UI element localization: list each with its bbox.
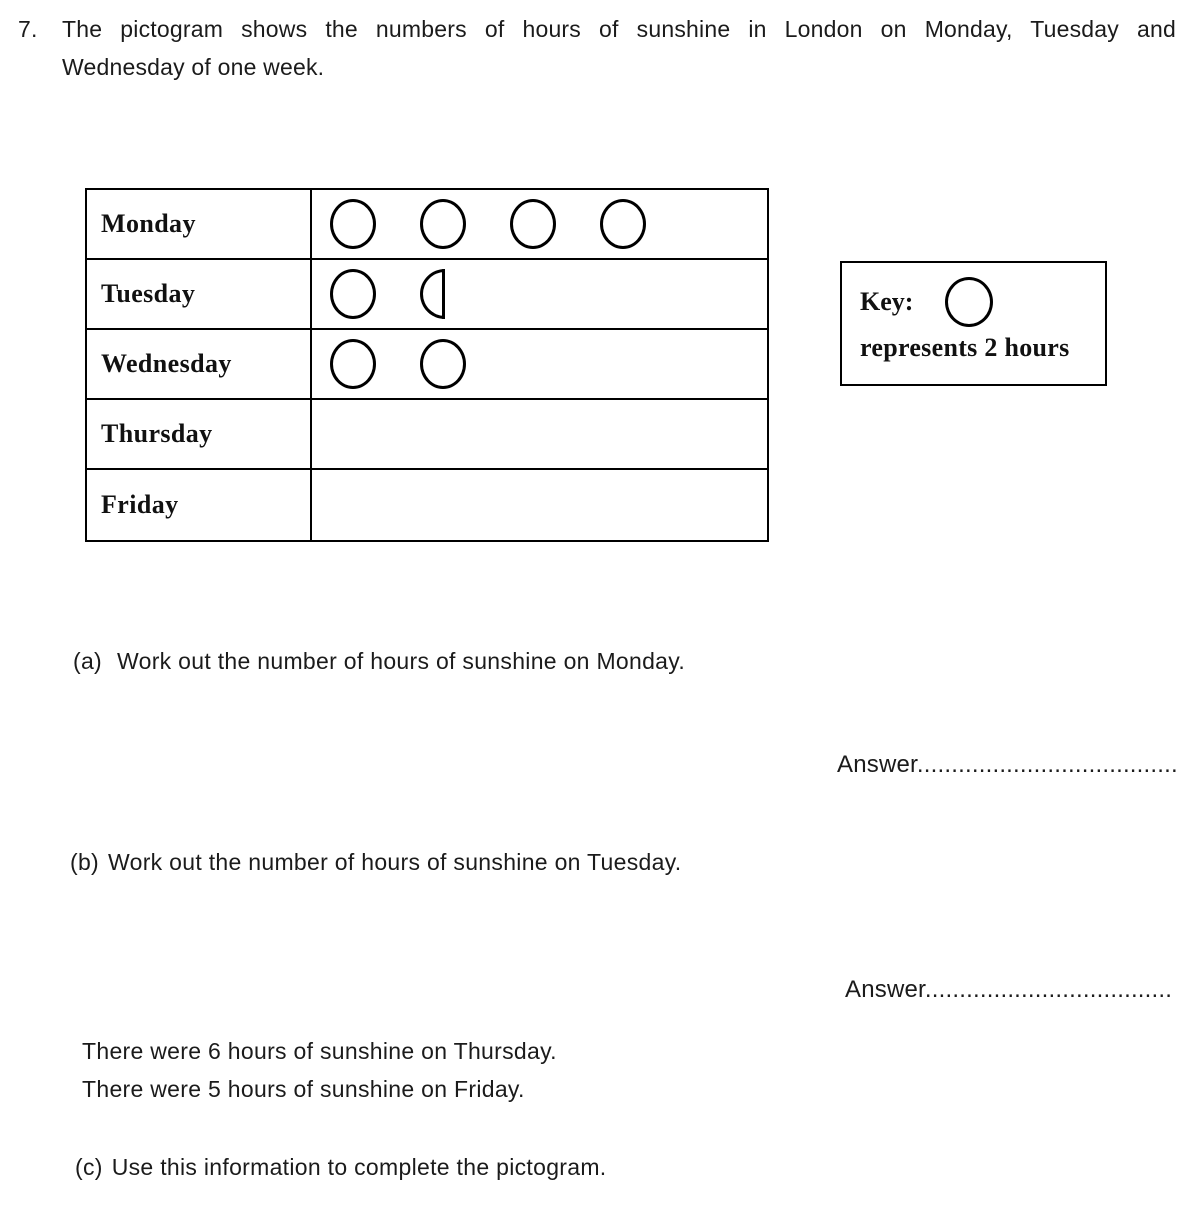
symbol-cell [312,470,767,540]
part-a-label: (a) [73,648,103,674]
question-part-b [70,849,681,876]
part-a-text: Work out the number of hours of sunshine on Monday. [117,648,686,674]
answer-line-b: Answer.................................... [845,976,1173,1003]
part-b-text: Work out the number of hours of sunshine on Tuesday. [108,849,682,875]
pictogram-row-wednesday [87,330,767,400]
half-circle-icon [420,269,445,319]
pictogram-row-tuesday [87,260,767,330]
question-part-c [75,1154,606,1181]
sun-circle-icon [330,199,376,249]
key-row [860,277,1105,327]
sun-circle-icon [600,199,646,249]
sun-circle-icon [420,199,466,249]
sun-circle-icon [510,199,556,249]
key-box [840,261,1107,386]
question-number: 7. [18,16,38,42]
part-c-text: Use this information to complete the pictogram. [111,1154,607,1180]
question-intro-line1: The pictogram shows the numbers of hours of sunshine in London on Monday, Tuesday and [62,16,1176,42]
symbol-cell [312,330,767,398]
day-label: Friday [87,470,312,540]
part-c-label: (c) [75,1154,103,1180]
question-part-a [73,648,685,675]
symbol-cell [312,190,767,258]
question-intro-line2: Wednesday of one week. [62,54,325,80]
fact-friday: There were 5 hours of sunshine on Friday. [82,1076,525,1102]
key-description: represents 2 hours [860,333,1070,362]
answer-line-a: Answer...................................... [837,751,1178,778]
pictogram-table [85,188,769,542]
sun-circle-icon [330,339,376,389]
day-label: Wednesday [87,330,312,398]
symbol-cell [312,260,767,328]
key-label: Key: [860,287,914,316]
pictogram-row-thursday [87,400,767,470]
day-label: Monday [87,190,312,258]
sun-circle-icon [330,269,376,319]
symbol-cell [312,400,767,468]
day-label: Tuesday [87,260,312,328]
day-label: Thursday [87,400,312,468]
fact-thursday: There were 6 hours of sunshine on Thursday. [82,1038,557,1064]
sun-circle-icon [420,339,466,389]
key-circle-icon [945,277,993,327]
pictogram-row-monday [87,190,767,260]
pictogram-row-friday [87,470,767,540]
part-b-label: (b) [70,849,100,875]
